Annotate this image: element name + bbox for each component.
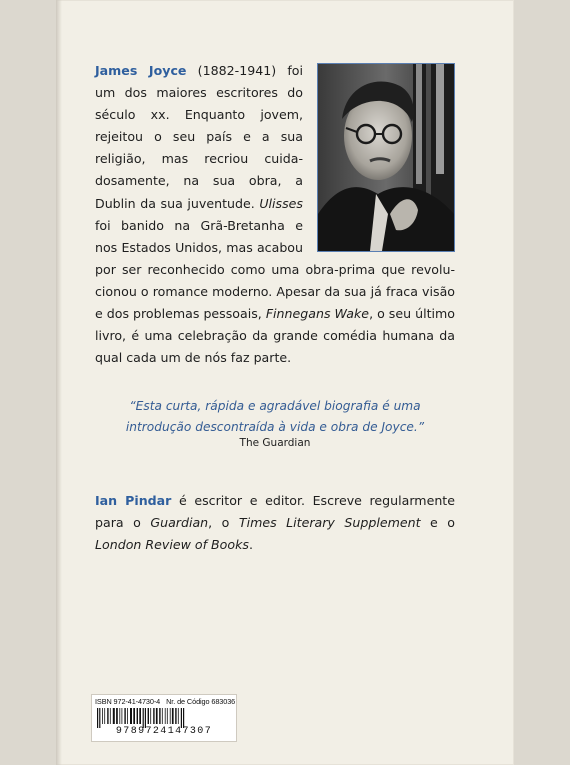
barcode-bar [97, 708, 98, 728]
barcode-bar [119, 708, 120, 724]
barcode-bar [139, 708, 141, 724]
barcode-bar [172, 708, 174, 724]
barcode-bar [133, 708, 135, 724]
writer-text-1: é escritor e editor. Escreve regularmente para o [95, 493, 455, 531]
product-code-text: Nr. de Código 683036 [166, 697, 236, 706]
barcode-bar [150, 708, 151, 724]
writer-name: Ian Pindar [95, 493, 172, 508]
barcode-bars [95, 708, 233, 728]
barcode-digits: 9789724147307 [115, 726, 213, 737]
barcode-bar [99, 708, 100, 728]
publication-tls: Times Literary Supplement [238, 515, 421, 531]
writer-biography [95, 490, 455, 556]
isbn-text: ISBN 972-41-4730-4 [95, 697, 161, 706]
barcode-bar [130, 708, 132, 724]
barcode-bar [153, 708, 154, 724]
barcode-bar [124, 708, 125, 724]
barcode-bar [183, 708, 184, 728]
title-ulisses: Ulisses [259, 195, 303, 211]
review-source: The Guardian [239, 437, 311, 449]
barcode-bar [170, 708, 171, 724]
barcode-bar [175, 708, 176, 724]
portrait-image [318, 64, 454, 251]
barcode-bar [162, 708, 163, 724]
writer-text-3: e o [420, 515, 455, 531]
title-finnegans-wake: Finnegans Wake [265, 306, 370, 322]
publication-guardian: Guardian [150, 515, 209, 531]
barcode-bar [116, 708, 118, 724]
barcode-bar [181, 708, 182, 728]
publication-lrb: London Review of Books [95, 537, 249, 553]
barcode-bar [122, 708, 123, 724]
back-cover [56, 0, 514, 765]
author-name-james-joyce: James Joyce [95, 63, 187, 78]
bio-text-2: foi banido na Grã-Bretanha e nos Estados Unidos, mas acabou por ser reconhecido como uma obra-prima que revolucionou o romance moderno. Apesar da sua já fraca visão e dos problemas pessoais, [95, 217, 455, 322]
barcode-bar [178, 708, 179, 724]
bio-text-1: (1882-1941) foi um dos maiores escritores do século xx. Enquanto jovem, rejeitou o seu país e a sua religião, mas recriou cuidadosamente, na sua obra, a Dublin da sua juventude. [95, 63, 303, 211]
barcode-header [95, 697, 236, 707]
barcode-bar [137, 708, 138, 724]
barcode-bar [107, 708, 108, 724]
james-joyce-portrait [317, 63, 455, 252]
bio-text-3: , o seu último livro, é uma celebração da grande comédia humana da qual cada um de nós faz parte. [95, 306, 455, 366]
barcode-bar [104, 708, 105, 724]
barcode-bar [159, 708, 160, 724]
barcode-bar [148, 708, 149, 724]
barcode-bar [143, 708, 144, 728]
barcode-bar [102, 708, 103, 724]
barcode-bar [113, 708, 115, 724]
spine-shadow [56, 0, 62, 765]
review-quote: “Esta curta, rápida e agradável biografia é uma introdução descontraída à vida e obra de Joyce.” [125, 399, 425, 434]
barcode-label [91, 694, 237, 742]
barcode-bar [156, 708, 158, 724]
writer-text-4: . [248, 537, 253, 553]
author-biography [95, 60, 455, 369]
writer-text-2: , o [208, 515, 239, 531]
barcode-bar [167, 708, 168, 724]
barcode-bar [145, 708, 146, 728]
barcode-bar [127, 708, 128, 724]
barcode-bar [110, 708, 111, 724]
barcode-bar [165, 708, 166, 724]
